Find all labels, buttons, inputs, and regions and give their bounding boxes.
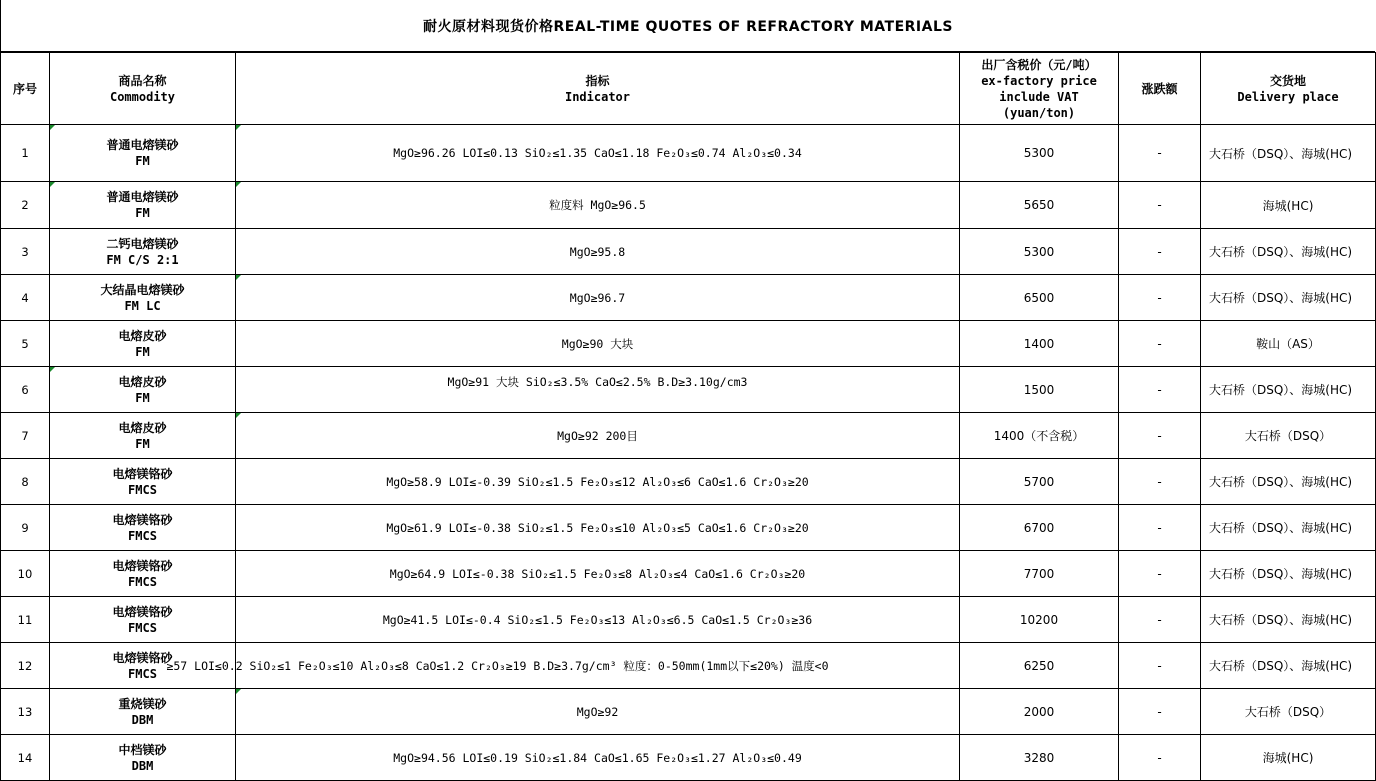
cell-commodity[interactable] (50, 321, 236, 367)
indicator-text: MgO≥95.8 (569, 244, 626, 259)
cell-change[interactable]: - (1119, 689, 1201, 735)
cell-indicator[interactable] (236, 597, 960, 643)
cell-indicator[interactable] (166, 643, 960, 689)
header-price-line4: (yuan/ton) (1002, 105, 1076, 120)
cell-place[interactable]: 大石桥（DSQ）、海城(HC) (1201, 229, 1376, 275)
cell-price[interactable]: 5700 (960, 459, 1119, 505)
table-row (1, 689, 1376, 735)
cell-indicator[interactable] (236, 413, 960, 459)
cell-place[interactable]: 大石桥（DSQ）、海城(HC) (1201, 275, 1376, 321)
indicator-text: 粒度料 MgO≥96.5 (549, 198, 646, 212)
header-place-cn: 交货地 (1269, 73, 1306, 88)
commodity-code: DBM (131, 758, 154, 773)
cell-no[interactable]: 8 (1, 459, 50, 505)
cell-no[interactable]: 4 (1, 275, 50, 321)
table-row (1, 321, 1376, 367)
cell-commodity[interactable] (50, 275, 236, 321)
cell-change[interactable]: - (1119, 229, 1201, 275)
cell-change[interactable]: - (1119, 459, 1201, 505)
indicator-text: MgO≥64.9 LOI≤-0.38 SiO₂≤1.5 Fe₂O₃≤8 Al₂O₃≤4 CaO≤1.6 Cr₂O₃≥20 (389, 566, 806, 581)
commodity-code: FM (135, 154, 150, 168)
table-row (1, 505, 1376, 551)
cell-commodity[interactable] (50, 367, 236, 413)
cell-place[interactable]: 海城(HC) (1201, 735, 1376, 781)
cell-no[interactable]: 5 (1, 321, 50, 367)
cell-place[interactable]: 大石桥（DSQ）、海城(HC) (1201, 459, 1376, 505)
cell-place[interactable]: 大石桥（DSQ）、海城(HC) (1201, 367, 1376, 413)
table-row (1, 643, 1376, 689)
header-indicator[interactable] (236, 53, 960, 125)
cell-price[interactable]: 3280 (960, 735, 1119, 781)
table-row (1, 367, 1376, 413)
commodity-code: FM (135, 390, 150, 405)
header-indicator-cn: 指标 (585, 73, 610, 88)
cell-no[interactable]: 13 (1, 689, 50, 735)
cell-change[interactable]: - (1119, 125, 1201, 182)
cell-indicator[interactable] (236, 689, 960, 735)
cell-price[interactable]: 5300 (960, 125, 1119, 182)
cell-indicator[interactable] (236, 229, 960, 275)
commodity-cn: 中档镁砂 (118, 742, 167, 757)
cell-commodity[interactable] (50, 689, 236, 735)
cell-no[interactable]: 3 (1, 229, 50, 275)
cell-change[interactable]: - (1119, 597, 1201, 643)
cell-commodity[interactable] (50, 413, 236, 459)
commodity-code: FMCS (128, 666, 157, 681)
cell-place[interactable]: 大石桥（DSQ）、海城(HC) (1201, 597, 1376, 643)
commodity-code: FM LC (124, 298, 161, 313)
cell-change[interactable]: - (1119, 505, 1201, 551)
cell-place[interactable]: 大石桥（DSQ）、海城(HC) (1201, 551, 1376, 597)
cell-change[interactable]: - (1119, 413, 1201, 459)
cell-indicator[interactable] (236, 459, 960, 505)
header-price-line1: 出厂含税价（元/吨） (981, 57, 1097, 72)
cell-commodity[interactable] (50, 229, 236, 275)
cell-no[interactable]: 14 (1, 735, 50, 781)
header-place[interactable] (1201, 53, 1376, 125)
cell-place[interactable]: 海城(HC) (1201, 182, 1376, 229)
commodity-cn: 重烧镁砂 (118, 696, 167, 711)
cell-price[interactable]: 1400 (960, 321, 1119, 367)
cell-no[interactable]: 10 (1, 551, 50, 597)
header-change[interactable]: 涨跌额 (1119, 53, 1201, 125)
cell-no[interactable]: 12 (1, 643, 50, 689)
header-commodity-cn: 商品名称 (118, 73, 167, 88)
cell-place[interactable]: 大石桥（DSQ）、海城(HC) (1201, 643, 1376, 689)
cell-change[interactable]: - (1119, 367, 1201, 413)
commodity-code: FM C/S 2:1 (106, 252, 179, 267)
cell-indicator[interactable] (236, 125, 960, 182)
indicator-text: ≥57 LOI≤0.2 SiO₂≤1 Fe₂O₃≤10 Al₂O₃≤8 CaO≤1.2 Cr₂O₃≥19 B.D≥3.7g/cm³ 粒度：0-50mm(1mm以下≤20%) 温度<0 (166, 658, 829, 673)
indicator-text: MgO≥94.56 LOI≤0.19 SiO₂≤1.84 CaO≤1.65 Fe₂O₃≤1.27 Al₂O₃≤0.49 (393, 750, 802, 765)
cell-no[interactable]: 9 (1, 505, 50, 551)
cell-price[interactable]: 2000 (960, 689, 1119, 735)
indicator-text: MgO≥61.9 LOI≤-0.38 SiO₂≤1.5 Fe₂O₃≤10 Al₂O₃≤5 CaO≤1.6 Cr₂O₃≥20 (386, 520, 809, 535)
commodity-code: FM (135, 206, 150, 220)
cell-commodity[interactable] (50, 125, 236, 182)
cell-price[interactable]: 5650 (960, 182, 1119, 229)
sheet-title[interactable]: 耐火原材料现货价格REAL-TIME QUOTES OF REFRACTORY MATERIALS (0, 0, 1375, 52)
cell-price[interactable]: 5300 (960, 229, 1119, 275)
cell-no[interactable]: 7 (1, 413, 50, 459)
header-commodity-en: Commodity (109, 89, 176, 104)
commodity-cn: 二钙电熔镁砂 (106, 236, 179, 251)
cell-commodity[interactable] (50, 505, 236, 551)
cell-place[interactable]: 大石桥（DSQ）、海城(HC) (1201, 125, 1376, 182)
header-price-line2: ex-factory price (981, 73, 1097, 88)
table-row (1, 229, 1376, 275)
commodity-cn: 电熔镁铬砂 (112, 512, 173, 527)
cell-place[interactable]: 大石桥（DSQ） (1201, 413, 1376, 459)
cell-change[interactable]: - (1119, 643, 1201, 689)
commodity-cn: 电熔镁铬砂 (112, 604, 173, 619)
header-no[interactable]: 序号 (1, 53, 50, 125)
table-row (1, 182, 1376, 229)
table-row (1, 459, 1376, 505)
commodity-code: FM (135, 436, 150, 451)
cell-indicator[interactable] (236, 735, 960, 781)
header-row (1, 53, 1376, 125)
indicator-text: MgO≥58.9 LOI≤-0.39 SiO₂≤1.5 Fe₂O₃≤12 Al₂O₃≤6 CaO≤1.6 Cr₂O₃≥20 (386, 474, 809, 489)
indicator-text: MgO≥96.7 (569, 290, 626, 305)
table-row (1, 275, 1376, 321)
header-indicator-en: Indicator (564, 89, 631, 104)
header-place-en: Delivery place (1237, 89, 1339, 104)
table-row (1, 597, 1376, 643)
cell-price[interactable]: 1400（不含税） (960, 413, 1119, 459)
table-row (1, 551, 1376, 597)
commodity-code: FMCS (128, 482, 157, 497)
cell-commodity[interactable] (50, 551, 236, 597)
header-price-line3: include VAT (999, 89, 1079, 104)
cell-indicator[interactable] (236, 551, 960, 597)
cell-change[interactable]: - (1119, 551, 1201, 597)
cell-no[interactable]: 11 (1, 597, 50, 643)
cell-commodity[interactable] (50, 459, 236, 505)
cell-indicator[interactable] (236, 275, 960, 321)
indicator-text: MgO≥41.5 LOI≤-0.4 SiO₂≤1.5 Fe₂O₃≤13 Al₂O₃≤6.5 CaO≤1.5 Cr₂O₃≥36 (382, 612, 813, 627)
commodity-cn: 大结晶电熔镁砂 (100, 282, 185, 297)
price-table (0, 52, 1376, 781)
indicator-text: MgO≥90 大块 (561, 336, 634, 351)
cell-no[interactable]: 2 (1, 182, 50, 229)
commodity-code: FMCS (128, 574, 157, 589)
cell-commodity[interactable] (50, 735, 236, 781)
commodity-cn: 普通电熔镁砂 (106, 190, 179, 204)
cell-place[interactable]: 大石桥（DSQ）、海城(HC) (1201, 505, 1376, 551)
indicator-text: MgO≥92 (576, 704, 619, 719)
commodity-code: DBM (131, 712, 154, 727)
header-commodity[interactable] (50, 53, 236, 125)
table-row (1, 125, 1376, 182)
cell-price[interactable]: 6250 (960, 643, 1119, 689)
table-row (1, 735, 1376, 781)
cell-change[interactable]: - (1119, 735, 1201, 781)
table-row (1, 413, 1376, 459)
cell-indicator[interactable] (236, 367, 960, 413)
commodity-cn: 电熔皮砂 (118, 374, 167, 389)
cell-change[interactable]: - (1119, 321, 1201, 367)
cell-indicator[interactable] (236, 182, 960, 229)
cell-change[interactable]: - (1119, 275, 1201, 321)
header-price[interactable] (960, 53, 1119, 125)
cell-commodity[interactable] (50, 597, 236, 643)
commodity-cn: 普通电熔镁砂 (106, 138, 179, 152)
cell-change[interactable]: - (1119, 182, 1201, 229)
commodity-code: FMCS (128, 620, 157, 635)
commodity-cn: 电熔镁铬砂 (112, 650, 173, 665)
cell-no[interactable]: 6 (1, 367, 50, 413)
cell-price[interactable]: 1500 (960, 367, 1119, 413)
cell-indicator[interactable] (236, 505, 960, 551)
cell-price[interactable]: 6700 (960, 505, 1119, 551)
cell-price[interactable]: 7700 (960, 551, 1119, 597)
commodity-code: FMCS (128, 528, 157, 543)
cell-price[interactable]: 10200 (960, 597, 1119, 643)
cell-indicator[interactable] (236, 321, 960, 367)
commodity-cn: 电熔皮砂 (118, 328, 167, 343)
cell-price[interactable]: 6500 (960, 275, 1119, 321)
commodity-code: FM (135, 344, 150, 359)
cell-no[interactable]: 1 (1, 125, 50, 182)
commodity-cn: 电熔镁铬砂 (112, 558, 173, 573)
table-body (1, 125, 1376, 781)
indicator-text: MgO≥92 200目 (557, 428, 638, 443)
cell-commodity[interactable] (50, 182, 236, 229)
commodity-cn: 电熔镁铬砂 (112, 466, 173, 481)
indicator-text: MgO≥91 大块 SiO₂≤3.5% CaO≤2.5% B.D≥3.10g/cm3 (447, 374, 748, 389)
cell-place[interactable]: 鞍山（AS） (1201, 321, 1376, 367)
commodity-cn: 电熔皮砂 (118, 420, 167, 435)
cell-place[interactable]: 大石桥（DSQ） (1201, 689, 1376, 735)
indicator-text: MgO≥96.26 LOI≤0.13 SiO₂≤1.35 CaO≤1.18 Fe₂O₃≤0.74 Al₂O₃≤0.34 (393, 146, 802, 160)
